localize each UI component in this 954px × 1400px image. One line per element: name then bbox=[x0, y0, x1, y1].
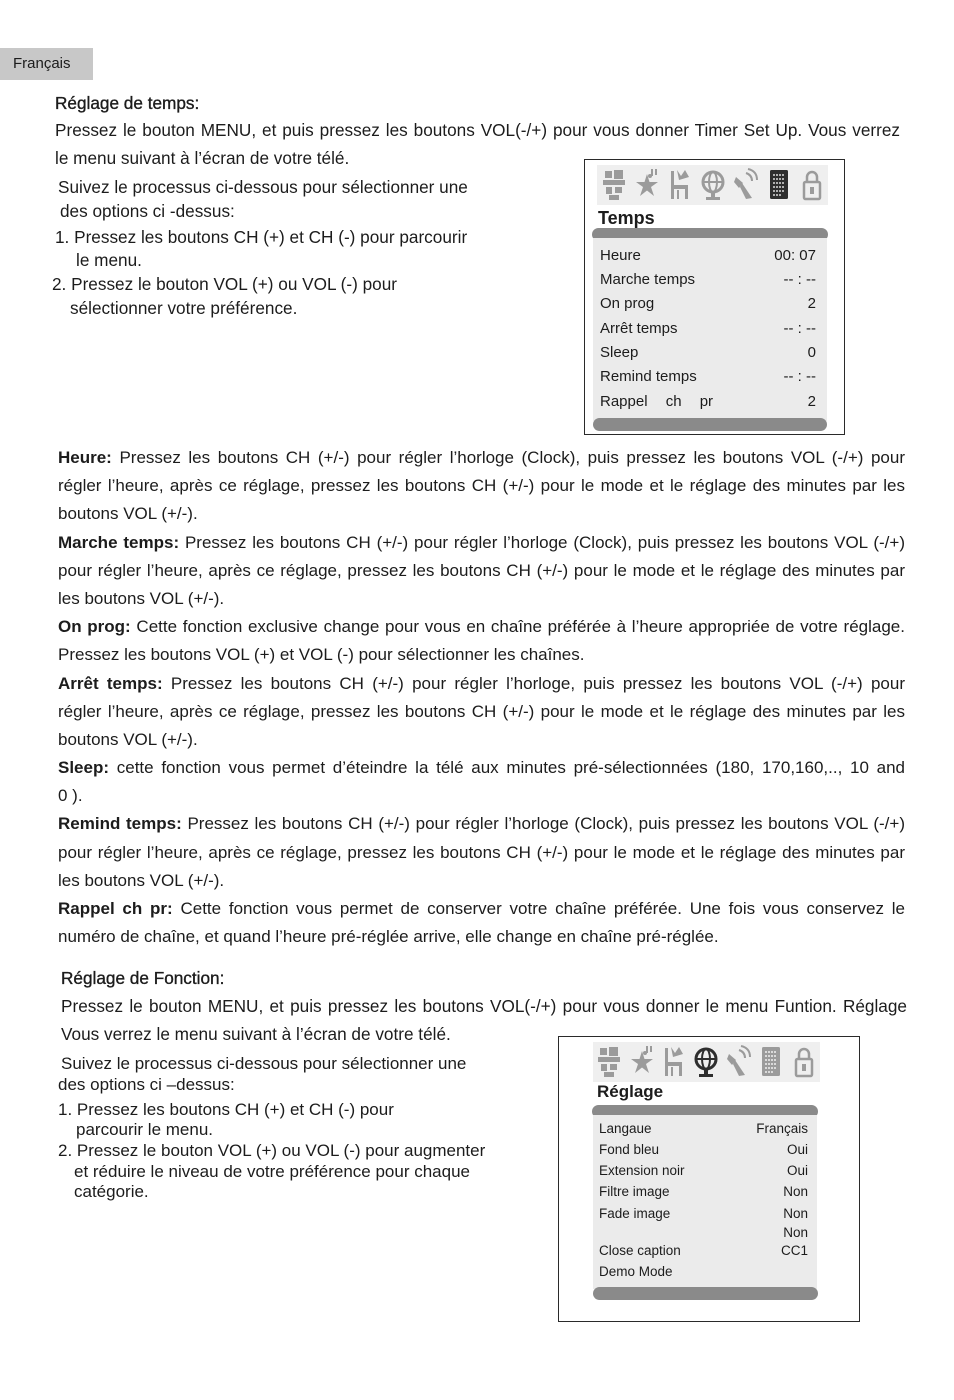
step-line: parcourir le menu. bbox=[76, 1120, 214, 1139]
step-line: 1. Pressez les boutons CH (+) et CH (-) pour bbox=[58, 1100, 394, 1119]
globe-icon bbox=[700, 168, 726, 202]
menu-row-rappel-ch-pr bbox=[600, 392, 816, 412]
description-text: Cette fonction vous permet de conserver votre chaîne préférée. Une fois vous conservez le bbox=[180, 899, 905, 918]
section-heading-timer: Réglage de temps: bbox=[55, 93, 200, 113]
menu-row-value: Français bbox=[756, 1121, 808, 1136]
description-term: Arrêt temps: bbox=[58, 673, 163, 693]
menu-row-value: Non bbox=[783, 1225, 808, 1240]
menu-icon-bar bbox=[597, 165, 828, 205]
description-term: Marche temps: bbox=[58, 532, 180, 552]
menu-row-label: On prog bbox=[600, 295, 655, 312]
description-line: 0 ). bbox=[58, 786, 83, 806]
description-line bbox=[58, 613, 905, 641]
description-line: les boutons VOL (+/-). bbox=[58, 588, 225, 608]
lock-icon bbox=[799, 168, 825, 202]
menu-title: Temps bbox=[598, 208, 655, 228]
menu-row-value: Oui bbox=[786, 1163, 808, 1178]
description-line bbox=[58, 444, 905, 472]
description-line bbox=[58, 754, 905, 782]
menu-row-label: Langaue bbox=[599, 1121, 652, 1136]
menu-row-value: 2 bbox=[807, 295, 816, 312]
description-line: boutons VOL (+/-). bbox=[58, 504, 198, 524]
menu-row-value: Non bbox=[783, 1184, 808, 1199]
menu-row-label: Marche temps bbox=[600, 271, 696, 288]
menu-row-value: CC1 bbox=[780, 1243, 808, 1258]
description-line: Pressez les boutons VOL (+) et VOL (-) pour sélectionner les chaînes. bbox=[58, 645, 585, 665]
description-line: boutons VOL (+/-). bbox=[58, 729, 198, 749]
menu-row-filtre-image bbox=[599, 1183, 808, 1201]
step-line: des options ci -dessus: bbox=[60, 201, 235, 221]
menu-row-fond-bleu bbox=[599, 1141, 808, 1159]
menu-row-value: -- : -- bbox=[783, 320, 816, 337]
step-line: 1. Pressez les boutons CH (+) et CH (-) pour parcourir bbox=[55, 227, 468, 247]
menu-row-value: -- : -- bbox=[783, 368, 816, 385]
description-term: Sleep: bbox=[58, 758, 110, 778]
step-line: Suivez le processus ci-dessous pour sélectionner une bbox=[58, 177, 468, 197]
menu-row-on-prog bbox=[600, 294, 816, 314]
channel-icon bbox=[667, 168, 693, 202]
menu-row-value: 0 bbox=[807, 344, 816, 361]
menu-row-label: Filtre image bbox=[599, 1184, 670, 1199]
intro-line: Pressez le bouton MENU, et puis pressez les boutons VOL(-/+) pour vous donner le menu Funtion. Réglage bbox=[61, 996, 907, 1016]
menu-row-extra-value bbox=[599, 1224, 808, 1242]
description-term: On prog: bbox=[58, 617, 131, 637]
timer-icon bbox=[766, 168, 792, 202]
menu-row-label: Arrêt temps bbox=[600, 320, 678, 337]
menu-row-value: -- : -- bbox=[783, 271, 816, 288]
menu-row-label: Extension noir bbox=[599, 1163, 685, 1178]
menu-row-marche-temps bbox=[600, 270, 816, 290]
menu-row-label: Fond bleu bbox=[599, 1142, 660, 1157]
step-line: 2. Pressez le bouton VOL (+) ou VOL (-) pour augmenter bbox=[58, 1141, 486, 1160]
description-text: cette fonction vous permet d’éteindre la télé aux minutes pré-sélectionnées (180, 170,160,.., 10 and bbox=[116, 758, 905, 778]
timer-menu-screen bbox=[584, 159, 845, 435]
menu-row-label: Rappel ch pr bbox=[600, 393, 714, 410]
intro-line: le menu suivant à l’écran de votre télé. bbox=[55, 148, 350, 168]
description-text: Pressez les boutons CH (+/-) pour régler l’horloge (Clock), puis pressez les boutons VOL (-/+) bbox=[184, 532, 905, 552]
menu-row-label: Fade image bbox=[599, 1206, 671, 1221]
description-line: pour régler l’heure, après ce réglage, pressez les boutons CH (+/-) pour le mode et le réglage des minutes par bbox=[58, 560, 905, 580]
step-line: sélectionner votre préférence. bbox=[70, 298, 298, 318]
menu-row-label: Close caption bbox=[599, 1243, 681, 1258]
menu-row-value: Oui bbox=[786, 1142, 808, 1157]
description-line: régler l’heure, après ce réglage, pressez les boutons CH (+/-) pour le mode et le réglage des minutes par les bbox=[58, 701, 905, 721]
description-line bbox=[58, 670, 905, 698]
description-line bbox=[58, 810, 905, 838]
description-text: Pressez les boutons CH (+/-) pour régler l’horloge, puis pressez les boutons VOL (-/+) pour bbox=[170, 673, 905, 693]
step-line: et réduire le niveau de votre préférence pour chaque bbox=[74, 1162, 470, 1181]
menu-row-arret-temps bbox=[600, 319, 816, 339]
step-line: des options ci –dessus: bbox=[58, 1075, 235, 1094]
description-text: Pressez les boutons CH (+/-) pour régler l’horloge (Clock), puis pressez les boutons VOL (-/+) pour bbox=[119, 448, 905, 467]
description-list bbox=[58, 444, 905, 951]
description-term: Heure: bbox=[58, 448, 112, 467]
menu-row-fade-image bbox=[599, 1205, 808, 1223]
picture-icon bbox=[596, 1045, 622, 1079]
menu-title: Réglage bbox=[597, 1082, 664, 1101]
description-line: régler l’heure, après ce réglage, pressez les boutons CH (+/-) pour le mode et le réglage des minutes par les bbox=[58, 476, 905, 496]
language-tab: Français bbox=[0, 48, 93, 80]
menu-row-label: Heure bbox=[600, 247, 641, 264]
description-term: Remind temps: bbox=[58, 814, 182, 834]
menu-row-remind-temps bbox=[600, 367, 816, 387]
globe-icon bbox=[693, 1045, 719, 1079]
picture-icon bbox=[601, 168, 627, 202]
tuning-icon bbox=[726, 1045, 752, 1079]
intro-line: Pressez le bouton MENU, et puis pressez les boutons VOL(-/+) pour vous donner Timer Set Up. Vous verrez bbox=[55, 120, 900, 140]
timer-icon bbox=[758, 1045, 784, 1079]
sound-icon bbox=[629, 1045, 655, 1079]
intro-line: Vous verrez le menu suivant à l’écran de votre télé. bbox=[61, 1024, 451, 1044]
menu-panel-bottom-bar bbox=[593, 418, 827, 431]
menu-row-sleep bbox=[600, 343, 816, 363]
step-line: 2. Pressez le bouton VOL (+) ou VOL (-) pour bbox=[52, 274, 398, 294]
menu-panel-bottom-bar bbox=[593, 1287, 818, 1300]
menu-row-value: 2 bbox=[807, 393, 816, 410]
description-line bbox=[58, 895, 905, 923]
function-menu-screen bbox=[558, 1036, 860, 1322]
menu-row-demo-mode bbox=[599, 1263, 808, 1281]
menu-row-label: Demo Mode bbox=[599, 1264, 673, 1279]
menu-icon-bar bbox=[593, 1042, 820, 1082]
step-line: le menu. bbox=[76, 250, 142, 270]
tuning-icon bbox=[733, 168, 759, 202]
description-line: numéro de chaîne, et quand l’heure pré-réglée arrive, elle change en chaîne pré-réglée. bbox=[58, 927, 719, 947]
step-line: Suivez le processus ci-dessous pour sélectionner une bbox=[61, 1054, 467, 1073]
description-line bbox=[58, 529, 905, 557]
description-line: pour régler l’heure, après ce réglage, pressez les boutons CH (+/-) pour le mode et le réglage des minutes par bbox=[58, 842, 905, 862]
sound-icon bbox=[634, 168, 660, 202]
description-line: les boutons VOL (+/-). bbox=[58, 870, 225, 890]
section-heading-function: Réglage de Fonction: bbox=[61, 968, 225, 988]
menu-row-label: Remind temps bbox=[600, 368, 697, 385]
description-text: Cette fonction exclusive change pour vous en chaîne préférée à l’heure appropriée de votre réglage. bbox=[136, 617, 905, 637]
menu-row-value: Non bbox=[783, 1206, 808, 1221]
description-term: Rappel ch pr: bbox=[58, 899, 173, 918]
description-text: Pressez les boutons CH (+/-) pour régler l’horloge (Clock), puis pressez les boutons VOL (-/+) bbox=[187, 814, 905, 834]
menu-row-label: Sleep bbox=[600, 344, 639, 361]
channel-icon bbox=[661, 1045, 687, 1079]
menu-row-heure bbox=[600, 246, 816, 266]
step-line: catégorie. bbox=[74, 1182, 149, 1201]
menu-row-langaue bbox=[599, 1120, 808, 1138]
menu-row-close-caption bbox=[599, 1242, 808, 1260]
menu-row-extension-noir bbox=[599, 1162, 808, 1180]
menu-row-value: 00: 07 bbox=[774, 247, 816, 264]
lock-icon bbox=[791, 1045, 817, 1079]
